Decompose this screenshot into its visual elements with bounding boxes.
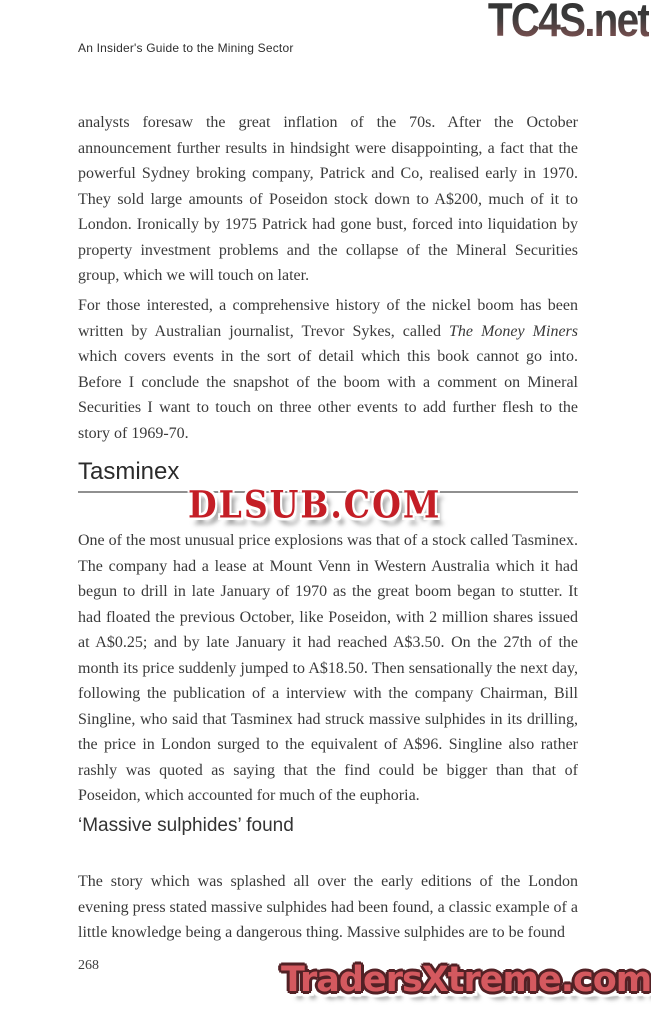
paragraph-2 xyxy=(78,293,578,446)
paragraph-2-before: For those interested, a comprehensive history of the nickel boom has been written by Australian journalist, Trevor Sykes, called xyxy=(78,297,578,340)
section-heading-tasminex: Tasminex xyxy=(78,458,180,485)
watermark-middle: DLSUB.COM xyxy=(188,483,442,527)
watermark-bottom: TradersXtreme.com xyxy=(281,960,651,1000)
book-title-italic: The Money Miners xyxy=(449,322,579,340)
watermark-top: TC4S.net xyxy=(488,0,649,48)
paragraph-1: analysts foresaw the great inflation of the 70s. After the October announcement further results in hindsight were disappointing, a fact that the powerful Sydney broking company, Patrick and Co, realised early in 1970. They sold large amounts of Poseidon stock down to A$200, much of it to London. Ironically by 1975 Patrick had gone bust, forced into liquidation by property investment problems and the collapse of the Mineral Securities group, which we will touch on later. xyxy=(78,114,578,284)
running-header: An Insider's Guide to the Mining Sector xyxy=(78,41,294,55)
page-number: 268 xyxy=(78,958,99,973)
subsection-heading-massive-sulphides: ‘Massive sulphides’ found xyxy=(78,815,294,836)
paragraph-2-after: which covers events in the sort of detail which this book cannot go into. Before I conclude the snapshot of the boom with a comment on Mineral Securities I want to touch on three other events to add further flesh to the story of 1969-70. xyxy=(78,348,578,442)
paragraph-3: One of the most unusual price explosions was that of a stock called Tasminex. The company had a lease at Mount Venn in Western Australia which it had begun to drill in late January of 1970 as the great boom began to stutter. It had floated the previous October, like Poseidon, with 2 million shares issued at A$0.25; and by late January it had reached A$3.50. On the 27th of the month its price suddenly jumped to A$18.50. Then sensationally the next day, following the publication of a interview with the company Chairman, Bill Singline, who said that Tasminex had struck massive sulphides in its drilling, the price in London surged to the equivalent of A$96. Singline also rather rashly was quoted as saying that the find could be bigger than that of Poseidon, which accounted for much of the euphoria. xyxy=(78,532,578,804)
paragraph-4: The story which was splashed all over the early editions of the London evening press stated massive sulphides had been found, a classic example of a little knowledge being a dangerous thing. Massive sulphides are to be found xyxy=(78,873,578,941)
